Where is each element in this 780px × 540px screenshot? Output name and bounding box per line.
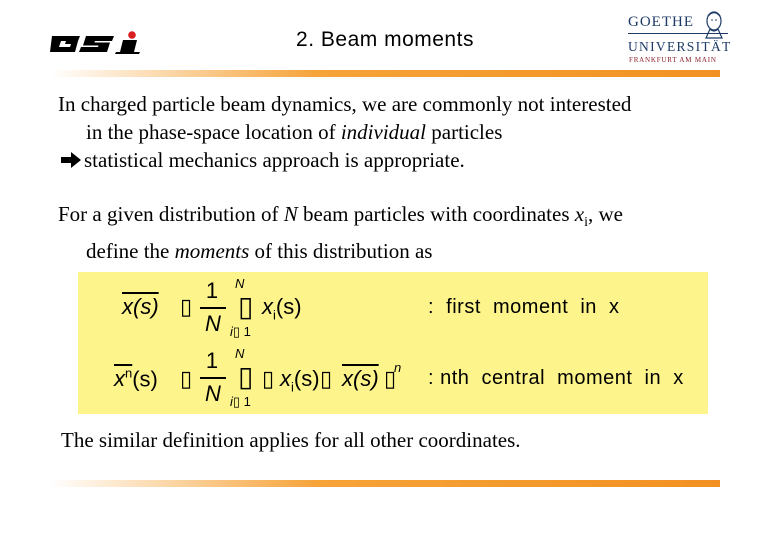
first-moment-term bbox=[262, 294, 302, 322]
first-moment-term-sub: i bbox=[273, 307, 276, 323]
intro-line-3-text: statistical mechanics approach is appropriate. bbox=[84, 148, 465, 172]
central-moment-lhs-x: x bbox=[114, 366, 125, 392]
first-moment-sum: ▯ bbox=[238, 291, 254, 322]
first-moment-sum-start: 1 bbox=[243, 324, 251, 339]
definition-line-2-start: define the bbox=[86, 239, 175, 263]
central-moment-sum-upper: N bbox=[235, 346, 245, 361]
first-moment-term-arg: (s) bbox=[275, 294, 302, 319]
central-moment-minus: ▯ bbox=[320, 366, 333, 391]
central-moment-lhs-arg: (s) bbox=[132, 366, 158, 392]
central-moment-sum-index: i bbox=[230, 394, 233, 409]
first-moment-sum-upper: N bbox=[235, 276, 245, 291]
goethe-logo-line1: GOETHE bbox=[628, 14, 694, 30]
first-moment-mean: x(s) bbox=[122, 294, 159, 319]
central-moment-sum-start: 1 bbox=[243, 394, 251, 409]
definition-line-2-emphasis: moments bbox=[174, 239, 250, 263]
first-moment-lhs bbox=[122, 294, 159, 320]
first-moment-sum-index: i bbox=[230, 324, 233, 339]
footer-divider bbox=[50, 480, 720, 487]
definition-line-2 bbox=[58, 237, 748, 265]
definition-line-1-mid: beam particles with coordinates bbox=[297, 202, 575, 226]
central-moment-sum: ▯ bbox=[238, 361, 254, 392]
definition-line-1-end: , we bbox=[587, 202, 623, 226]
definition-paragraph bbox=[58, 200, 748, 265]
central-moment-term bbox=[280, 366, 320, 394]
central-moment-lhs bbox=[114, 366, 158, 392]
central-moment-term-arg: (s) bbox=[293, 366, 320, 391]
goethe-logo-line3: FRANKFURT AM MAIN bbox=[629, 56, 717, 64]
definition-line-1 bbox=[58, 200, 748, 237]
intro-line-2-start: in the phase-space location of bbox=[86, 120, 341, 144]
closing-sentence: The similar definition applies for all other coordinates. bbox=[61, 428, 521, 452]
definition-line-1-start: For a given distribution of bbox=[58, 202, 284, 226]
goethe-university-logo bbox=[628, 10, 730, 66]
first-moment-sum-eq: ▯ bbox=[232, 324, 241, 339]
formula-box bbox=[78, 272, 708, 414]
definition-x-sub: i bbox=[584, 215, 588, 230]
intro-paragraph bbox=[58, 90, 748, 174]
central-moment-sum-lower bbox=[230, 394, 251, 410]
definition-line-2-end: of this distribution as bbox=[249, 239, 433, 263]
first-moment-sum-lower bbox=[230, 324, 251, 340]
central-moment-description: : nth central moment in x bbox=[428, 367, 684, 389]
goethe-logo-line2: UNIVERSITÄT bbox=[628, 39, 732, 54]
slide-title: 2. Beam moments bbox=[296, 28, 474, 51]
intro-line-3 bbox=[58, 146, 748, 174]
central-moment-equals: ▯ bbox=[180, 366, 193, 391]
intro-line-2-end: particles bbox=[426, 120, 503, 144]
intro-line-2-emphasis: individual bbox=[340, 120, 426, 144]
first-moment-term-x: x bbox=[262, 294, 273, 319]
central-moment-sum-eq: ▯ bbox=[232, 394, 241, 409]
definition-N: N bbox=[283, 202, 298, 226]
central-moment-mean bbox=[114, 366, 132, 391]
first-moment-frac-bar bbox=[200, 307, 226, 309]
central-moment-term-sub: i bbox=[291, 379, 294, 395]
header-divider bbox=[50, 70, 720, 77]
central-moment-frac-num: 1 bbox=[205, 348, 219, 373]
central-moment-term-x: x bbox=[280, 366, 291, 391]
central-moment-power: n bbox=[394, 360, 402, 375]
central-moment-lhs-sup: n bbox=[125, 366, 133, 381]
goethe-portrait-icon bbox=[700, 10, 728, 40]
first-moment-frac-num: 1 bbox=[205, 278, 219, 303]
first-moment-equals: ▯ bbox=[180, 294, 193, 319]
central-moment-frac-den: N bbox=[205, 381, 221, 406]
central-moment-frac-bar bbox=[200, 377, 226, 379]
intro-line-2 bbox=[58, 118, 748, 146]
first-moment-description: : first moment in x bbox=[428, 296, 620, 318]
gsi-logo-text: GSI bbox=[50, 30, 52, 31]
gsi-logo bbox=[50, 30, 150, 56]
central-moment-mean-x: x(s) bbox=[342, 366, 379, 391]
first-moment-frac-den: N bbox=[205, 311, 221, 336]
central-moment-bracket-open: ▯ bbox=[262, 366, 275, 391]
definition-x: x bbox=[574, 202, 585, 226]
arrow-right-icon bbox=[58, 151, 84, 169]
intro-line-1: In charged particle beam dynamics, we are commonly not interested bbox=[58, 92, 632, 116]
central-moment-bracket-close: ▯ bbox=[384, 366, 397, 391]
